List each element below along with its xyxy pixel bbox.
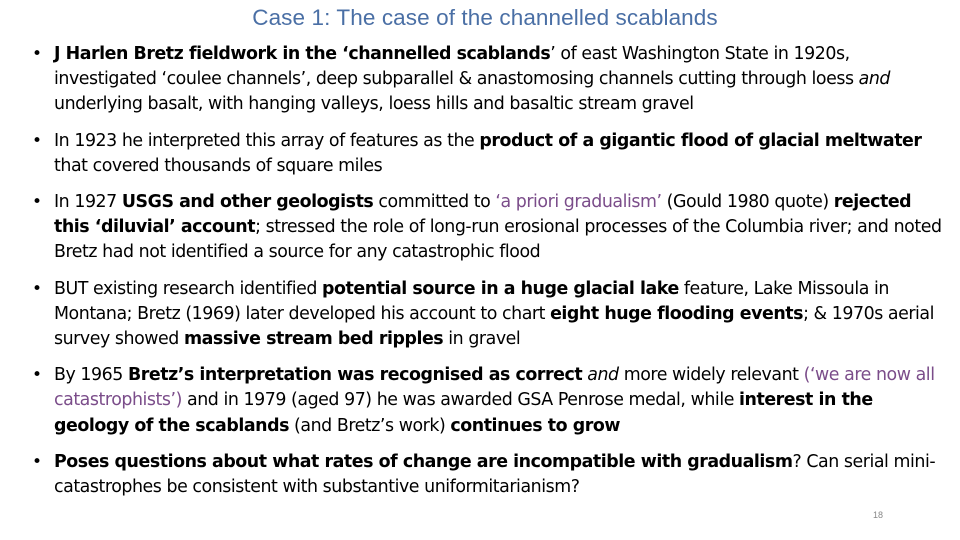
bullet-text-segment: and xyxy=(858,69,891,90)
bullet-text-segment: USGS and other geologists xyxy=(121,192,374,213)
bullet-text-segment: in gravel xyxy=(443,329,521,350)
bullet-text-segment: underlying basalt, with hanging valleys, loess hills and basaltic stream gravel xyxy=(54,94,694,115)
bullet-text-segment: rejected this ‘diluvial’ account xyxy=(54,192,912,238)
bullet-list xyxy=(30,42,945,511)
bullet-text-segment: feature, Lake Missoula in Montana; Bretz (1969) later developed his account to chart xyxy=(54,278,889,324)
bullet-text-segment: ‘a priori gradualism’ xyxy=(495,192,662,213)
bullet-text-segment: Poses questions about what rates of change are incompatible with gradualism xyxy=(54,451,793,472)
bullet-text-segment: ? Can serial mini-catastrophes be consistent with substantive uniformitarianism? xyxy=(54,451,936,498)
bullet-text-segment: (Gould 1980 quote) xyxy=(661,192,834,213)
bullet-text-segment: and in 1979 (aged 97) he was awarded GSA Penrose medal, while xyxy=(181,390,740,411)
bullet-text-segment: Bretz’s interpretation was recognised as correct xyxy=(127,365,583,386)
bullet-text-segment: J Harlen Bretz fieldwork in the ‘channelled scablands xyxy=(54,44,551,64)
bullet-item xyxy=(30,129,945,179)
bullet-text-segment: potential source in a huge glacial lake xyxy=(322,278,679,299)
bullet-text-segment: and xyxy=(587,365,619,386)
bullet-item xyxy=(30,277,945,353)
bullet-text-segment: continues to grow xyxy=(450,415,620,436)
bullet-text-segment: product of a gigantic flood of glacial meltwater xyxy=(479,130,922,151)
bullet-text-segment: ’ of east Washington State in 1920s, investigated ‘coulee channels’, deep subparallel & anastomosing channels cutting through loess xyxy=(54,44,859,90)
bullet-text-segment: interest in the geology of the scablands xyxy=(54,390,873,436)
bullet-text-segment: that covered thousands of square miles xyxy=(54,155,383,176)
bullet-item xyxy=(30,450,945,500)
bullet-item xyxy=(30,190,945,266)
bullet-text-segment: (and Bretz’s work) xyxy=(288,415,451,436)
page-number: 18 xyxy=(873,510,884,520)
bullet-text-segment: more widely relevant xyxy=(618,365,804,386)
bullet-text-segment: ; & 1970s aerial survey showed xyxy=(54,303,935,350)
bullet-text-segment: (‘we are now all catastrophists’) xyxy=(54,365,935,411)
bullet-text-segment: By 1965 xyxy=(54,365,128,386)
bullet-text-segment: ; stressed the role of long-run erosional processes of the Columbia river; and noted Bretz had not identified a source for any catastrophic flood xyxy=(54,217,942,263)
slide-title: Case 1: The case of the channelled scablands xyxy=(252,5,718,30)
bullet-text-segment: committed to xyxy=(373,192,496,213)
bullet-item xyxy=(30,42,945,118)
bullet-text-segment: BUT existing research identified xyxy=(54,278,323,299)
bullet-item xyxy=(30,363,945,439)
bullet-text-segment: In 1923 he interpreted this array of features as the xyxy=(54,130,480,151)
bullet-text-segment: eight huge flooding events xyxy=(550,303,804,324)
bullet-text-segment: In 1927 xyxy=(54,192,122,213)
bullet-text-segment: massive stream bed ripples xyxy=(183,329,444,350)
